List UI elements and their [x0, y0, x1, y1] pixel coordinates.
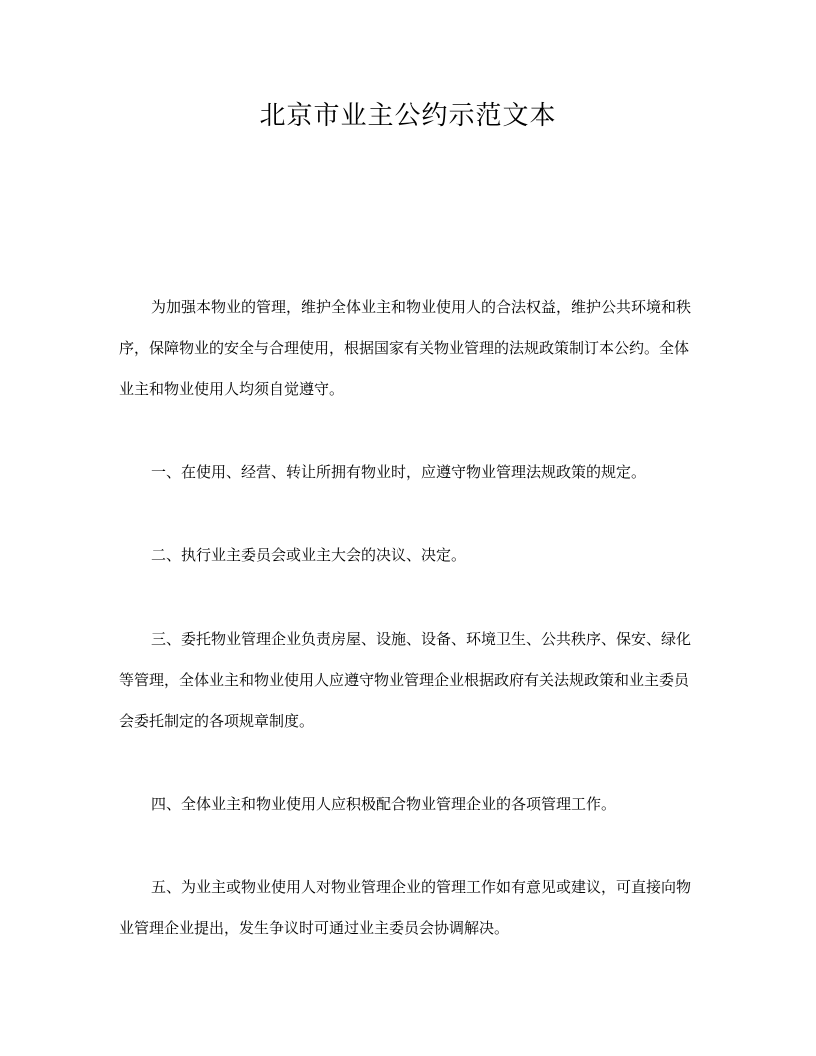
clause-1-paragraph: 一、在使用、经营、转让所拥有物业时，应遵守物业管理法规政策的规定。	[151, 463, 647, 481]
preamble-paragraph: 为加强本物业的管理，维护全体业主和物业使用人的合法权益，维护公共环境和秩序，保障物业的安全与合理使用，根据国家有关物业管理的法规政策制订本公约。全体业主和物业使用人均须自觉遵守。	[119, 298, 692, 398]
clause-5-paragraph: 五、为业主或物业使用人对物业管理企业的管理工作如有意见或建议，可直接向物业管理企业提出，发生争议时可通过业主委员会协调解决。	[119, 878, 692, 937]
document-title: 北京市业主公约示范文本	[259, 101, 557, 131]
clause-4-paragraph: 四、全体业主和物业使用人应积极配合物业管理企业的各项管理工作。	[151, 795, 617, 813]
clause-2-paragraph: 二、执行业主委员会或业主大会的决议、决定。	[151, 546, 467, 564]
clause-3-paragraph: 三、委托物业管理企业负责房屋、设施、设备、环境卫生、公共秩序、保安、绿化等管理，全体业主和物业使用人应遵守物业管理企业根据政府有关法规政策和业主委员会委托制定的各项规章制度。	[119, 630, 692, 730]
